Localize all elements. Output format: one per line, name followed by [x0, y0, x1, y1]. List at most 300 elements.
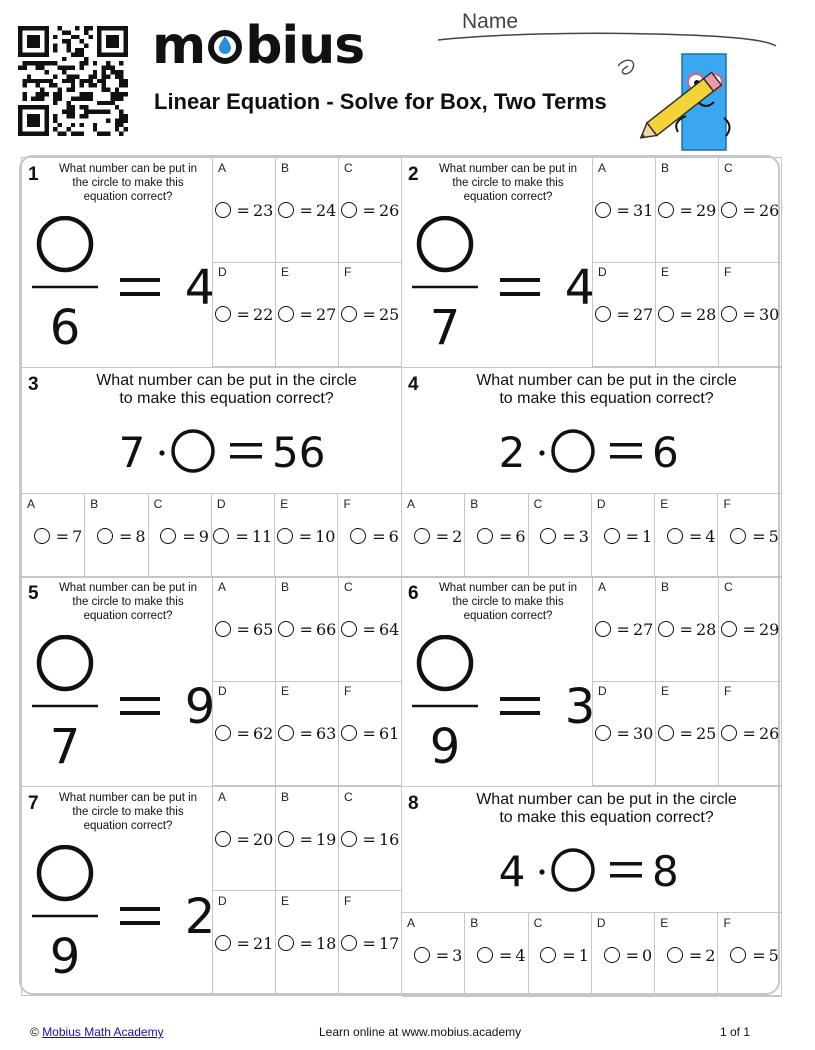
answer-circle-icon: [595, 202, 611, 218]
option-letter: A: [218, 580, 227, 594]
option-equation: [213, 201, 275, 220]
equals-sign: =: [362, 201, 376, 221]
qr-code: [18, 26, 128, 136]
option-equation: [529, 527, 591, 546]
problem-number: 2: [408, 164, 419, 185]
problem-prompt: [58, 791, 198, 833]
option-equation: [276, 620, 338, 639]
option-value: 63: [315, 724, 337, 744]
mobius-academy-link[interactable]: Mobius Math Academy: [42, 1025, 164, 1039]
prompt-line: equation correct?: [463, 610, 553, 622]
unknown-circle-icon[interactable]: [553, 431, 593, 471]
option-value: 28: [695, 305, 717, 325]
answer-circle-icon: [658, 725, 674, 741]
equals-sign: =: [742, 305, 756, 325]
option-letter: A: [27, 496, 36, 511]
answer-option-c[interactable]: [339, 787, 402, 892]
answer-circle-icon: [97, 528, 113, 544]
problem-prompt: [22, 372, 401, 408]
answer-options: [402, 493, 782, 577]
option-letter: B: [281, 580, 290, 594]
answer-option-d[interactable]: [213, 891, 276, 996]
equals-sign: =: [236, 829, 250, 849]
equals-sign: =: [236, 201, 250, 221]
answer-option-e[interactable]: [275, 494, 338, 578]
multiplication-equation: [22, 423, 401, 475]
option-letter: E: [661, 265, 670, 279]
option-equation: [149, 527, 211, 546]
option-letter: F: [343, 496, 351, 511]
answer-option-a[interactable]: [402, 494, 465, 578]
prompt-line: What number can be put in: [438, 582, 578, 594]
equals-sign: =: [236, 620, 250, 640]
equals-sign: =: [299, 305, 313, 325]
result-value: 2: [184, 888, 214, 945]
answer-option-e[interactable]: [276, 681, 339, 786]
option-letter: A: [598, 161, 607, 175]
equals-sign: =: [616, 724, 630, 744]
denominator: 6: [49, 300, 81, 356]
option-letter: C: [344, 161, 353, 175]
prompt-line: What number can be put in the circle: [476, 371, 737, 389]
answer-circle-icon: [658, 621, 674, 637]
answer-circle-icon: [341, 202, 357, 218]
option-value: 66: [315, 620, 337, 640]
option-value: 26: [758, 201, 780, 221]
equals-sign: =: [182, 526, 196, 546]
answer-circle-icon: [278, 621, 294, 637]
denominator: 7: [49, 719, 81, 775]
option-value: 5: [768, 945, 779, 965]
problem-number: 6: [408, 583, 419, 604]
worksheet-title: Linear Equation - Solve for Box, Two Terms: [154, 89, 607, 114]
option-letter: F: [723, 496, 731, 511]
option-value: 64: [378, 620, 400, 640]
answer-circle-icon: [414, 947, 430, 963]
option-value: 7: [72, 526, 83, 546]
problem-prompt: [402, 791, 781, 827]
option-equation: [593, 201, 655, 220]
equals-sign-top: [120, 278, 160, 282]
unknown-circle-icon[interactable]: [419, 637, 471, 689]
equals-sign: =: [688, 945, 703, 965]
option-value: 19: [315, 829, 337, 849]
answer-circle-icon: [595, 621, 611, 637]
equals-sign: =: [435, 945, 450, 965]
equals-sign: =: [55, 526, 70, 546]
option-letter: E: [280, 496, 289, 511]
problem-6: [401, 576, 782, 787]
answer-option-f[interactable]: [719, 494, 782, 578]
answer-options: [212, 787, 402, 997]
answer-circle-icon: [278, 202, 294, 218]
prompt-line: the circle to make this: [452, 596, 564, 608]
answer-option-a[interactable]: [213, 577, 276, 682]
answer-option-b[interactable]: [656, 577, 719, 682]
equals-sign: =: [499, 945, 513, 965]
equals-sign-bottom: [500, 292, 540, 296]
option-equation: [213, 724, 275, 743]
unknown-circle-icon[interactable]: [553, 850, 593, 890]
problem-4: [401, 367, 782, 578]
option-letter: B: [470, 915, 479, 930]
answer-option-c[interactable]: [719, 158, 782, 263]
footer-center-text: Learn online at www.mobius.academy: [319, 1025, 522, 1039]
option-equation: [85, 527, 147, 546]
option-value: 10: [315, 526, 336, 546]
option-letter: F: [724, 265, 732, 279]
answer-circle-icon: [277, 528, 293, 544]
answer-circle-icon: [658, 202, 674, 218]
answer-options: [592, 577, 782, 787]
equals-sign-top: [610, 443, 642, 447]
fraction-equation: [30, 216, 214, 356]
answer-circle-icon: [278, 935, 294, 951]
option-equation: [656, 201, 718, 220]
answer-option-c[interactable]: [339, 577, 402, 682]
answer-option-d[interactable]: [213, 262, 276, 367]
answer-circle-icon: [721, 725, 737, 741]
option-letter: B: [661, 580, 670, 594]
answer-option-f[interactable]: [339, 262, 402, 367]
equals-sign-bottom: [120, 711, 160, 715]
option-equation: [656, 724, 718, 743]
option-value: 4: [705, 526, 716, 546]
option-letter: D: [218, 684, 227, 698]
option-equation: [213, 830, 275, 849]
factor-value: 2: [498, 427, 525, 475]
option-value: 1: [578, 945, 589, 965]
answer-option-f[interactable]: [339, 681, 402, 786]
option-equation: [719, 201, 781, 220]
multiply-dot: [539, 869, 544, 874]
answer-circle-icon: [215, 725, 231, 741]
option-value: 27: [632, 620, 654, 640]
prompt-line: What number can be put in the circle: [476, 790, 737, 808]
answer-options: [592, 158, 782, 368]
option-equation: [465, 527, 527, 546]
answer-option-d[interactable]: [213, 681, 276, 786]
prompt-line: equation correct?: [463, 191, 553, 203]
answer-option-d[interactable]: [212, 494, 275, 578]
option-equation: [593, 724, 655, 743]
equals-sign: =: [616, 620, 630, 640]
result-value: 4: [184, 260, 214, 316]
equals-sign-bottom: [610, 874, 642, 878]
unknown-circle-icon[interactable]: [39, 637, 91, 689]
answer-option-a[interactable]: [593, 577, 656, 682]
answer-option-c[interactable]: [529, 494, 592, 578]
answer-circle-icon: [540, 528, 556, 544]
option-equation: [655, 527, 717, 546]
answer-options: [212, 158, 402, 368]
answer-circle-icon: [658, 306, 674, 322]
option-value: 25: [378, 305, 400, 325]
equals-sign: =: [299, 829, 313, 849]
prompt-line: the circle to make this: [72, 177, 184, 189]
option-equation: [339, 527, 401, 546]
answer-option-b[interactable]: [465, 494, 528, 578]
equals-sign: =: [299, 201, 313, 221]
answer-circle-icon: [595, 725, 611, 741]
option-equation: [213, 305, 275, 324]
answer-option-b[interactable]: [465, 913, 528, 997]
option-value: 3: [578, 526, 589, 546]
option-equation: [276, 305, 338, 324]
unknown-circle-icon[interactable]: [419, 218, 471, 270]
answer-option-c[interactable]: [719, 577, 782, 682]
unknown-circle-icon[interactable]: [39, 847, 91, 899]
answer-option-b[interactable]: [276, 158, 339, 263]
option-value: 31: [632, 201, 654, 221]
equals-sign: =: [688, 526, 703, 546]
problem-prompt: [438, 162, 578, 204]
option-equation: [339, 724, 401, 743]
option-equation: [592, 946, 654, 965]
problem-grid: [19, 155, 780, 995]
equals-sign: =: [499, 526, 513, 546]
answer-options: [212, 577, 402, 787]
problem-prompt: [58, 162, 198, 204]
equals-sign: =: [362, 829, 376, 849]
option-value: 62: [252, 724, 274, 744]
answer-circle-icon: [341, 725, 357, 741]
option-letter: E: [281, 265, 290, 279]
answer-option-f[interactable]: [339, 494, 402, 578]
prompt-line: equation correct?: [83, 819, 173, 832]
option-value: 9: [198, 526, 209, 546]
option-letter: E: [660, 496, 669, 511]
equals-sign-top: [500, 278, 540, 282]
option-equation: [276, 201, 338, 220]
answer-option-a[interactable]: [402, 913, 465, 997]
answer-option-d[interactable]: [593, 681, 656, 786]
answer-circle-icon: [730, 528, 746, 544]
problem-2: [401, 157, 782, 368]
option-value: 20: [252, 829, 274, 849]
option-equation: [339, 620, 401, 639]
option-value: 27: [632, 305, 654, 325]
result-value: 56: [271, 427, 325, 475]
answer-option-f[interactable]: [719, 681, 782, 786]
option-letter: B: [281, 161, 290, 175]
option-value: 5: [768, 526, 779, 546]
result-value: 8: [651, 846, 679, 894]
option-value: 3: [452, 945, 463, 965]
answer-option-c[interactable]: [149, 494, 212, 578]
option-letter: A: [407, 915, 416, 930]
equals-sign-bottom: [120, 292, 160, 296]
problem-number: 1: [28, 164, 39, 185]
prompt-line: the circle to make this: [72, 805, 184, 818]
option-value: 16: [378, 829, 400, 849]
option-letter: E: [281, 684, 290, 698]
equals-sign-top: [610, 862, 642, 866]
option-value: 2: [452, 526, 463, 546]
denominator: 9: [429, 719, 461, 775]
answer-option-b[interactable]: [85, 494, 148, 578]
option-value: 0: [642, 945, 653, 965]
option-letter: F: [344, 265, 352, 279]
answer-option-e[interactable]: [655, 494, 718, 578]
option-value: 2: [705, 945, 716, 965]
answer-circle-icon: [477, 528, 493, 544]
option-letter: B: [281, 789, 290, 804]
problem-number: 8: [408, 792, 419, 814]
option-value: 24: [315, 201, 337, 221]
option-letter: D: [218, 265, 227, 279]
answer-circle-icon: [278, 831, 294, 847]
option-equation: [593, 305, 655, 324]
problem-prompt: [58, 581, 198, 623]
fraction-equation: [410, 635, 594, 775]
answer-option-e[interactable]: [656, 262, 719, 367]
problem-3: [21, 367, 402, 578]
answer-option-b[interactable]: [276, 787, 339, 892]
problem-prompt: [402, 372, 781, 408]
factor-value: 7: [118, 427, 145, 475]
equals-sign: =: [625, 945, 639, 965]
result-value: 6: [651, 427, 679, 475]
option-value: 29: [695, 201, 717, 221]
option-letter: B: [470, 496, 479, 511]
option-value: 22: [252, 305, 274, 325]
problem-5: [21, 576, 402, 787]
fraction-equation: [30, 845, 214, 985]
option-letter: A: [407, 496, 416, 511]
equals-sign: =: [742, 724, 756, 744]
option-equation: [339, 934, 401, 953]
option-value: 21: [252, 933, 274, 953]
option-value: 18: [315, 933, 337, 953]
prompt-line: What number can be put in the circle: [96, 371, 357, 389]
option-letter: A: [218, 789, 227, 804]
answer-option-e[interactable]: [656, 681, 719, 786]
equals-sign: =: [679, 305, 693, 325]
multiply-dot: [539, 450, 544, 455]
answer-circle-icon: [730, 947, 746, 963]
option-letter: F: [344, 893, 352, 908]
answer-circle-icon: [667, 947, 683, 963]
unknown-circle-icon[interactable]: [173, 431, 213, 471]
prompt-line: What number can be put in: [58, 163, 198, 175]
answer-option-c[interactable]: [529, 913, 592, 997]
option-letter: A: [598, 580, 607, 594]
answer-options: [402, 912, 782, 996]
option-letter: C: [533, 496, 543, 511]
answer-option-f[interactable]: [719, 262, 782, 367]
option-letter: C: [724, 580, 733, 594]
option-value: 30: [632, 724, 654, 744]
answer-circle-icon: [721, 202, 737, 218]
option-value: 28: [695, 620, 717, 640]
equals-sign: =: [435, 526, 450, 546]
copyright-symbol: ©: [30, 1025, 39, 1039]
answer-option-d[interactable]: [593, 262, 656, 367]
answer-option-a[interactable]: [22, 494, 85, 578]
prompt-line: equation correct?: [83, 191, 173, 203]
problem-1: [21, 157, 402, 368]
option-value: 27: [315, 305, 337, 325]
equals-sign: =: [299, 933, 313, 953]
equals-sign-top: [120, 697, 160, 701]
fraction-equation: [410, 216, 594, 356]
equals-sign: =: [679, 620, 693, 640]
option-value: 17: [378, 933, 400, 953]
answer-options: [22, 493, 402, 577]
option-equation: [276, 724, 338, 743]
answer-circle-icon: [341, 621, 357, 637]
answer-option-e[interactable]: [276, 891, 339, 996]
answer-option-b[interactable]: [276, 577, 339, 682]
option-value: 61: [378, 724, 400, 744]
equals-sign-top: [120, 907, 160, 911]
answer-circle-icon: [160, 528, 176, 544]
answer-circle-icon: [213, 528, 229, 544]
option-equation: [719, 305, 781, 324]
option-equation: [339, 305, 401, 324]
equals-sign: =: [236, 724, 250, 744]
option-equation: [719, 620, 781, 639]
answer-option-e[interactable]: [276, 262, 339, 367]
option-letter: E: [660, 915, 669, 930]
answer-circle-icon: [34, 528, 50, 544]
option-equation: [213, 620, 275, 639]
equals-sign-bottom: [500, 711, 540, 715]
answer-option-e[interactable]: [655, 913, 718, 997]
option-equation: [592, 527, 654, 546]
page-number: 1 of 1: [720, 1025, 751, 1039]
answer-option-f[interactable]: [719, 913, 782, 997]
unknown-circle-icon[interactable]: [39, 218, 91, 270]
option-letter: B: [661, 161, 670, 175]
mascot-icon: [612, 46, 742, 158]
equals-sign: =: [562, 945, 576, 965]
option-value: 29: [758, 620, 780, 640]
equals-sign: =: [362, 933, 376, 953]
equals-sign: =: [616, 305, 630, 325]
answer-option-c[interactable]: [339, 158, 402, 263]
option-equation: [593, 620, 655, 639]
answer-option-d[interactable]: [592, 913, 655, 997]
option-equation: [276, 934, 338, 953]
option-equation: [402, 527, 464, 546]
option-equation: [719, 724, 781, 743]
answer-circle-icon: [215, 202, 231, 218]
option-equation: [213, 934, 275, 953]
option-equation: [212, 527, 274, 546]
answer-option-b[interactable]: [656, 158, 719, 263]
problem-number: 5: [28, 583, 39, 604]
prompt-line: the circle to make this: [72, 596, 184, 608]
equals-sign: =: [235, 526, 249, 546]
prompt-line: the circle to make this: [452, 177, 564, 189]
answer-circle-icon: [414, 528, 430, 544]
equals-sign: =: [742, 620, 756, 640]
multiplication-equation: [402, 423, 781, 475]
answer-option-a[interactable]: [213, 787, 276, 892]
answer-option-f[interactable]: [339, 891, 402, 996]
option-value: 30: [758, 305, 780, 325]
answer-option-d[interactable]: [592, 494, 655, 578]
answer-option-a[interactable]: [213, 158, 276, 263]
mobius-logo: [152, 16, 365, 76]
problem-number: 4: [408, 373, 419, 395]
equals-sign: =: [362, 305, 376, 325]
answer-option-a[interactable]: [593, 158, 656, 263]
option-letter: C: [724, 161, 733, 175]
option-letter: F: [344, 684, 352, 698]
